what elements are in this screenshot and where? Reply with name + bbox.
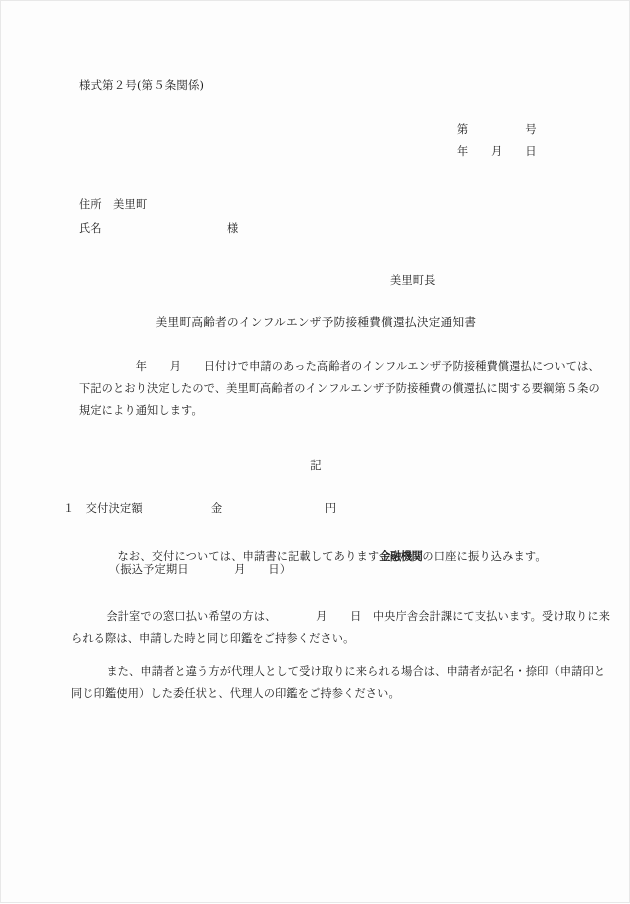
issuer-name: 美里町長 xyxy=(390,274,436,287)
transfer-note-pre: なお、交付については、申請書に記載してあります xyxy=(117,550,380,564)
document-date-field: 年 月 日 xyxy=(457,145,537,158)
counter-payment-paragraph xyxy=(71,606,611,650)
transfer-schedule-line: （振込予定期日 月 日） xyxy=(109,563,292,576)
recipient-address: 住所 美里町 xyxy=(79,198,148,211)
proxy-payment-paragraph xyxy=(71,661,606,705)
counter-payment-line-2: られる際は、申請した時と同じ印鑑をご持参ください。 xyxy=(71,631,355,645)
item-grant-amount: １ 交付決定額 金 円 xyxy=(63,502,337,515)
document-body xyxy=(1,1,630,904)
transfer-note-post: の口座に振り込みます。 xyxy=(422,550,547,564)
proxy-payment-line-1: また、申請者と違う方が代理人として受け取りに来られる場合は、申請者が記名・捺印（申請印と xyxy=(95,665,606,678)
intro-line-3: 規定により通知します。 xyxy=(79,403,203,417)
counter-payment-line-1: 会計室での窓口払い希望の方は、 月 日 中央庁舎会計課にて支払います。受け取りに来 xyxy=(95,610,611,623)
intro-line-1: 年 月 日付けで申請のあった高齢者のインフルエンザ予防接種費償還払については、 xyxy=(79,360,600,373)
transfer-note-institution: 金融機関 xyxy=(379,549,423,564)
form-number-label: 様式第２号(第５条関係) xyxy=(79,78,205,92)
intro-paragraph xyxy=(79,356,600,422)
recipient-name: 氏名 様 xyxy=(79,222,239,235)
document-title: 美里町高齢者のインフルエンザ予防接種費償還払決定通知書 xyxy=(155,315,477,329)
proxy-payment-line-2: 同じ印鑑使用）した委任状と、代理人の印鑑をご持参ください。 xyxy=(71,686,400,700)
ki-marker: 記 xyxy=(310,458,322,472)
intro-line-2: 下記のとおり決定したので、美里町高齢者のインフルエンザ予防接種費の償還払に関する要綱第５条の xyxy=(79,381,600,395)
document-number-field: 第 号 xyxy=(457,123,537,136)
